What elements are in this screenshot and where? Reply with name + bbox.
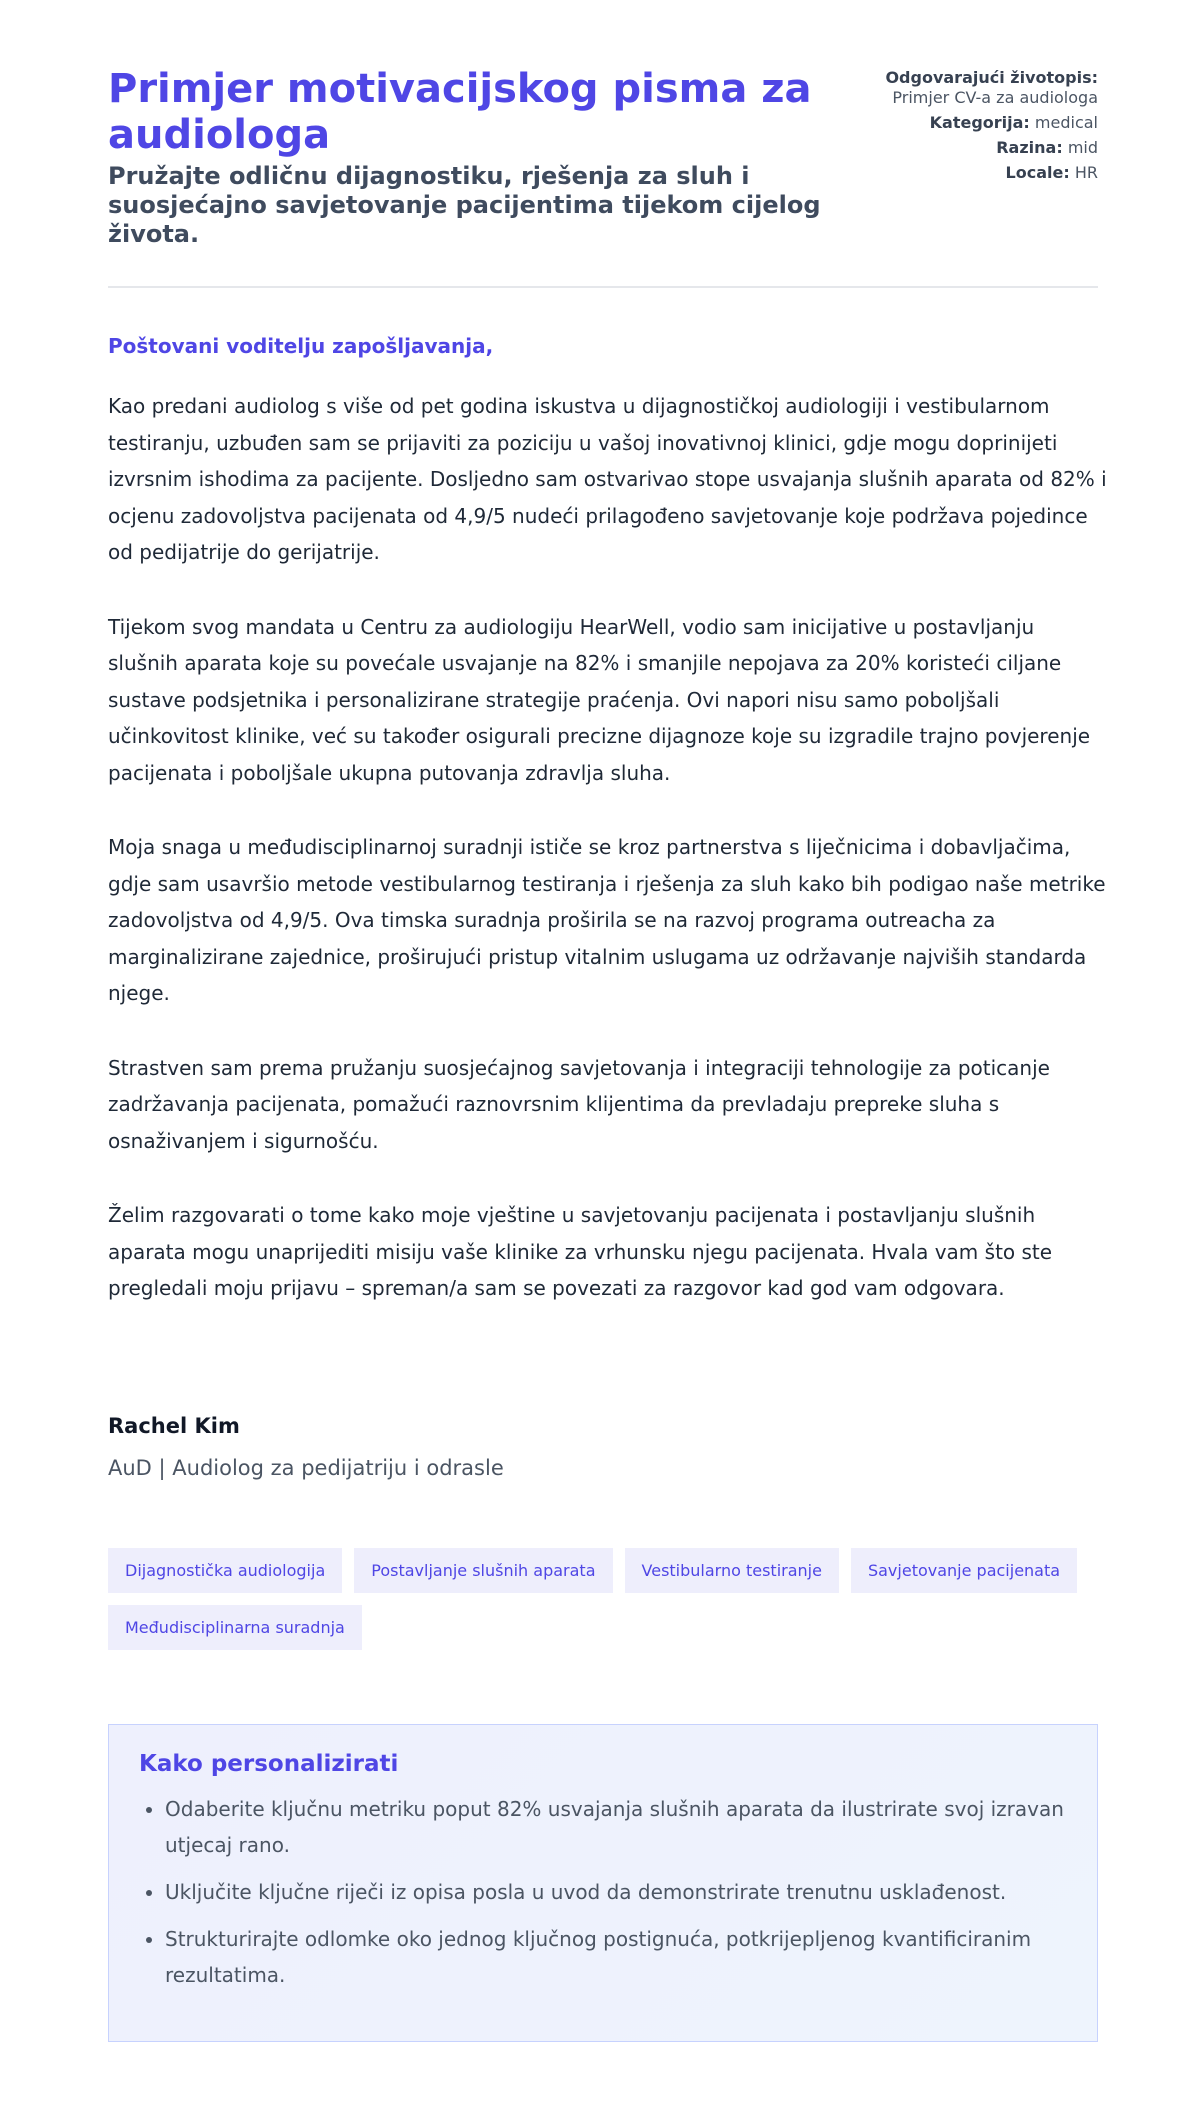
meta-category bbox=[868, 113, 1098, 133]
tips-heading: Kako personalizirati bbox=[139, 1751, 399, 1777]
tips-list bbox=[139, 1791, 1067, 1993]
signature-title: AuD | Audiolog za pedijatriju i odrasle bbox=[108, 1456, 504, 1480]
tips-list-item: • Odaberite ključnu metriku poput 82% usvajanja slušnih aparata da ilustrirate svoj izravan utjecaj rano. bbox=[165, 1791, 1067, 1863]
meta-locale-value: HR bbox=[1074, 163, 1098, 182]
letter-paragraph: Moja snaga u međudisciplinarnoj suradnji ističe se kroz partnerstva s liječnicima i dobavljačima, gdje sam usavršio metode vestibularnog testiranja i rješenja za sluh kako bih podigao naše metrike zadovoljstva od 4,9/5. Ova timska suradnja proširila se na razvoj programa outreacha za marginalizirane zajednice, proširujući pristup vitalnim uslugama uz održavanje najviših standarda njege. bbox=[108, 835, 1106, 1005]
meta-level-value: mid bbox=[1067, 138, 1098, 157]
meta-resume-label: Odgovarajući životopis: bbox=[885, 68, 1098, 87]
page-title: Primjer motivacijskog pisma za audiologa bbox=[108, 66, 812, 158]
letter-paragraph: Tijekom svog mandata u Centru za audiologiju HearWell, vodio sam inicijative u postavljanju slušnih aparata koje su povećale usvajanje na 82% i smanjile nepojava za 20% koristeći ciljane sustave podsjetnika i personalizirane strategije praćenja. Ovi napori nisu samo poboljšali učinkovitost klinike, već su također osigurali precizne dijagnoze koje su izgradile trajno povjerenje pacijenata i poboljšale ukupna putovanja zdravlja sluha. bbox=[108, 614, 1091, 785]
personalization-tips-box bbox=[108, 1724, 1098, 2042]
meta-category-value: medical bbox=[1034, 113, 1098, 132]
meta-locale-label: Locale: bbox=[1005, 163, 1070, 182]
letter-greeting: Poštovani voditelju zapošljavanja, bbox=[108, 334, 494, 358]
meta-resume-link[interactable]: Primjer CV-a za audiologa bbox=[892, 88, 1098, 107]
skill-tag[interactable]: Vestibularno testiranje bbox=[625, 1548, 839, 1593]
skill-tag[interactable]: Postavljanje slušnih aparata bbox=[354, 1548, 612, 1593]
meta-panel bbox=[868, 68, 1098, 188]
letter-body bbox=[108, 388, 1108, 1345]
page-header bbox=[108, 66, 1098, 288]
skill-tag[interactable]: Međudisciplinarna suradnja bbox=[108, 1605, 362, 1650]
letter-paragraph: Strastven sam prema pružanju suosjećajnog savjetovanja i integraciji tehnologije za poticanje zadržavanja pacijenata, pomažući raznovrsnim klijentima da prevladaju prepreke sluha s osnaživanjem i sigurnošću. bbox=[108, 1055, 1050, 1153]
meta-locale bbox=[868, 163, 1098, 183]
meta-resume bbox=[868, 68, 1098, 108]
tips-list-item: • Strukturirajte odlomke oko jednog ključnog postignuća, potkrijepljenog kvantificiranim rezultatima. bbox=[165, 1921, 1067, 1993]
page-subtitle: Pružajte odličnu dijagnostiku, rješenja za sluh i suosjećajno savjetovanje pacijentima tijekom cijelog života. bbox=[108, 162, 821, 248]
letter-paragraph: Želim razgovarati o tome kako moje vještine u savjetovanju pacijenata i postavljanju slušnih aparata mogu unaprijediti misiju vaše klinike za vrhunsku njegu pacijenata. Hvala vam što ste pregledali moju prijavu – spreman/a sam se povezati za razgovor kad god vam odgovara. bbox=[108, 1203, 1053, 1300]
tips-list-item: • Uključite ključne riječi iz opisa posla u uvod da demonstrirate trenutnu usklađenost. bbox=[165, 1874, 1067, 1910]
meta-level bbox=[868, 138, 1098, 158]
skill-tags bbox=[108, 1548, 1108, 1650]
meta-level-label: Razina: bbox=[996, 138, 1063, 157]
meta-category-label: Kategorija: bbox=[929, 113, 1030, 132]
skill-tag[interactable]: Savjetovanje pacijenata bbox=[851, 1548, 1077, 1593]
letter-paragraph: Kao predani audiolog s više od pet godina iskustva u dijagnostičkoj audiologiji i vestibularnom testiranju, uzbuđen sam se prijaviti za poziciju u vašoj inovativnoj klinici, gdje mogu doprinijeti izvrsnim ishodima za pacijente. Dosljedno sam ostvarivao stope usvajanja slušnih aparata od 82% i ocjenu zadovoljstva pacijenata od 4,9/5 nudeći prilagođeno savjetovanje koje podržava pojedince od pedijatrije do gerijatrije. bbox=[108, 394, 1107, 564]
skill-tag[interactable]: Dijagnostička audiologija bbox=[108, 1548, 342, 1593]
signature-name: Rachel Kim bbox=[108, 1414, 240, 1438]
